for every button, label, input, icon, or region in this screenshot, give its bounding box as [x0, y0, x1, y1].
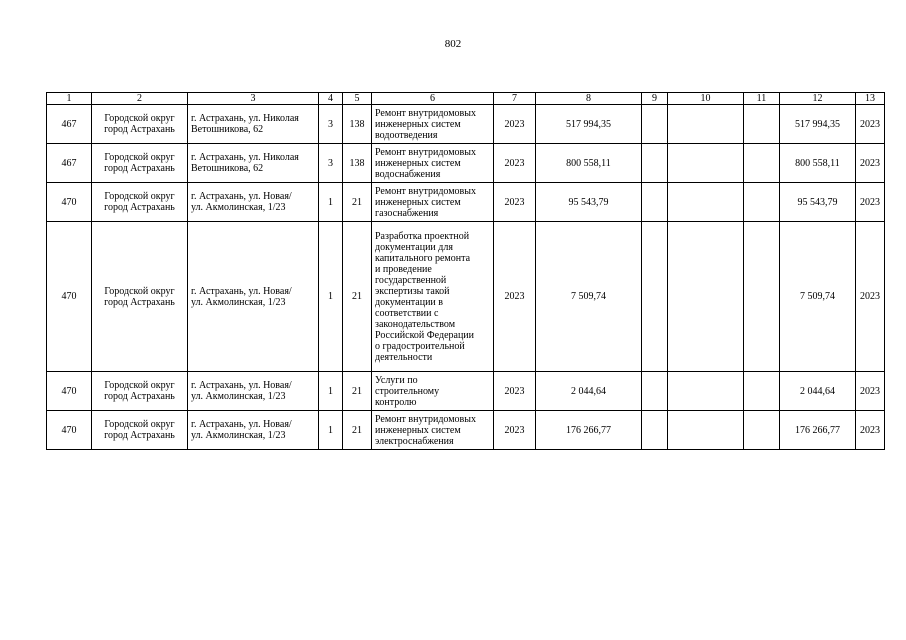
cell-total: 176 266,77 [780, 411, 856, 450]
cell-year: 2023 [494, 144, 536, 183]
column-header: 8 [536, 93, 642, 105]
column-header: 6 [372, 93, 494, 105]
cell-municipality [92, 144, 188, 183]
cell-col11 [744, 372, 780, 411]
cell-year-end: 2023 [856, 183, 885, 222]
cell-work-type [372, 144, 494, 183]
cell-year: 2023 [494, 222, 536, 372]
column-header: 3 [188, 93, 319, 105]
cell-cost: 517 994,35 [536, 105, 642, 144]
column-header: 2 [92, 93, 188, 105]
cell-cost: 176 266,77 [536, 411, 642, 450]
table-body [47, 93, 885, 450]
work-type-line: инженерных систем [375, 196, 461, 208]
cell-col10 [668, 411, 744, 450]
work-type-line: деятельности [375, 351, 433, 363]
work-type-line: экспертизы такой [375, 285, 450, 297]
work-type-line: Ремонт внутридомовых [375, 185, 477, 197]
cell-year-end: 2023 [856, 144, 885, 183]
cell-col9 [642, 372, 668, 411]
cell-address [188, 372, 319, 411]
cell-work-type [372, 411, 494, 450]
column-header: 5 [343, 93, 372, 105]
cell-address-line: ул. Акмолинская, 1/23 [191, 391, 286, 402]
cell-municipality [92, 411, 188, 450]
cell-municipality-line: Городской округ [104, 113, 175, 124]
cell-municipality [92, 183, 188, 222]
cell-col10 [668, 183, 744, 222]
cell-year-end: 2023 [856, 105, 885, 144]
cell-year: 2023 [494, 183, 536, 222]
work-type-line: Ремонт внутридомовых [375, 146, 477, 158]
cell-col9 [642, 183, 668, 222]
work-type-line: строительному [375, 385, 440, 397]
cell-year-end: 2023 [856, 222, 885, 372]
cell-col5: 21 [343, 183, 372, 222]
cell-total: 2 044,64 [780, 372, 856, 411]
table-row [47, 105, 885, 144]
work-type-line: инженерных систем [375, 424, 461, 436]
cell-municipality-line: Городской округ [104, 419, 175, 430]
cell-col10 [668, 144, 744, 183]
cell-col11 [744, 144, 780, 183]
work-type-line: государственной [375, 274, 447, 286]
work-type-line: инженерных систем [375, 157, 461, 169]
cell-col10 [668, 105, 744, 144]
work-type-line: контролю [375, 396, 417, 408]
cell-col5: 21 [343, 411, 372, 450]
cell-address [188, 183, 319, 222]
column-header: 11 [744, 93, 780, 105]
cell-municipality-line: город Астрахань [104, 430, 175, 441]
work-type-line: Ремонт внутридомовых [375, 107, 477, 119]
table-row [47, 183, 885, 222]
cell-total: 517 994,35 [780, 105, 856, 144]
work-type-line: законодательством [375, 318, 456, 330]
cell-number: 467 [47, 105, 92, 144]
cell-number: 467 [47, 144, 92, 183]
cell-address-line: ул. Акмолинская, 1/23 [191, 296, 286, 308]
work-type-line: Услуги по [375, 374, 418, 386]
cell-address-line: г. Астрахань, ул. Новая/ [191, 419, 292, 430]
cell-col5: 138 [343, 105, 372, 144]
cell-work-type [372, 105, 494, 144]
cell-municipality [92, 222, 188, 372]
cell-col4: 3 [319, 144, 343, 183]
column-header: 9 [642, 93, 668, 105]
cell-col11 [744, 222, 780, 372]
cell-col9 [642, 105, 668, 144]
cell-address-line: Ветошникова, 62 [191, 124, 264, 135]
cell-year-end: 2023 [856, 411, 885, 450]
cell-work-type [372, 183, 494, 222]
cell-address [188, 105, 319, 144]
cell-col5: 21 [343, 222, 372, 372]
work-type-line: газоснабжения [375, 207, 439, 219]
page-number: 802 [444, 38, 462, 50]
column-header: 13 [856, 93, 885, 105]
cell-municipality [92, 105, 188, 144]
cell-total: 95 543,79 [780, 183, 856, 222]
cell-year-end: 2023 [856, 372, 885, 411]
work-type-line: документации в [375, 296, 443, 308]
cell-col9 [642, 144, 668, 183]
cell-number: 470 [47, 372, 92, 411]
cell-municipality-line: Городской округ [104, 285, 175, 297]
cell-address-line: г. Астрахань, ул. Новая/ [191, 380, 292, 391]
cell-col11 [744, 411, 780, 450]
cell-col9 [642, 222, 668, 372]
cell-work-type [372, 372, 494, 411]
work-type-line: инженерных систем [375, 118, 461, 130]
cell-col4: 1 [319, 372, 343, 411]
cell-col11 [744, 105, 780, 144]
work-type-line: Ремонт внутридомовых [375, 413, 477, 425]
column-number-row [47, 93, 885, 105]
cell-municipality [92, 372, 188, 411]
cell-municipality-line: город Астрахань [104, 124, 175, 135]
work-type-line: и проведение [375, 263, 432, 275]
cell-number: 470 [47, 222, 92, 372]
cell-municipality-line: Городской округ [104, 152, 175, 163]
work-type-line: Разработка проектной [375, 230, 470, 242]
cell-municipality-line: Городской округ [104, 380, 175, 391]
cell-col9 [642, 411, 668, 450]
table-row [47, 411, 885, 450]
cell-cost: 7 509,74 [536, 222, 642, 372]
cell-address-line: г. Астрахань, ул. Николая [191, 113, 299, 124]
cell-col4: 1 [319, 222, 343, 372]
cell-col10 [668, 222, 744, 372]
work-type-line: электроснабжения [375, 435, 454, 447]
column-header: 12 [780, 93, 856, 105]
cell-address-line: ул. Акмолинская, 1/23 [191, 202, 286, 213]
cell-address [188, 144, 319, 183]
repair-schedule-table [46, 92, 885, 450]
column-header: 7 [494, 93, 536, 105]
cell-municipality-line: город Астрахань [104, 391, 175, 402]
cell-number: 470 [47, 183, 92, 222]
work-type-line: документации для [375, 241, 453, 253]
column-header: 4 [319, 93, 343, 105]
cell-cost: 2 044,64 [536, 372, 642, 411]
column-header: 1 [47, 93, 92, 105]
cell-address-line: Ветошникова, 62 [191, 163, 264, 174]
cell-total: 800 558,11 [780, 144, 856, 183]
cell-address-line: г. Астрахань, ул. Николая [191, 152, 299, 163]
cell-col4: 1 [319, 411, 343, 450]
cell-col4: 3 [319, 105, 343, 144]
cell-col10 [668, 372, 744, 411]
work-type-line: капитального ремонта [375, 252, 471, 264]
cell-year: 2023 [494, 105, 536, 144]
cell-col5: 21 [343, 372, 372, 411]
cell-municipality-line: Городской округ [104, 191, 175, 202]
work-type-line: Российской Федерации [375, 329, 475, 341]
cell-col5: 138 [343, 144, 372, 183]
column-header: 10 [668, 93, 744, 105]
cell-municipality-line: город Астрахань [104, 202, 175, 213]
work-type-line: о градостроительной [375, 340, 465, 352]
cell-cost: 95 543,79 [536, 183, 642, 222]
cell-cost: 800 558,11 [536, 144, 642, 183]
cell-address-line: г. Астрахань, ул. Новая/ [191, 285, 292, 297]
table-row [47, 144, 885, 183]
cell-year: 2023 [494, 372, 536, 411]
cell-municipality-line: город Астрахань [104, 163, 175, 174]
cell-municipality-line: город Астрахань [104, 296, 175, 308]
cell-work-type [372, 222, 494, 372]
cell-address [188, 222, 319, 372]
cell-number: 470 [47, 411, 92, 450]
cell-address-line: ул. Акмолинская, 1/23 [191, 430, 286, 441]
table-row [47, 222, 885, 372]
cell-address [188, 411, 319, 450]
work-type-line: водоотведения [375, 129, 438, 141]
work-type-line: соответствии с [375, 307, 439, 319]
table-row [47, 372, 885, 411]
cell-year: 2023 [494, 411, 536, 450]
cell-total: 7 509,74 [780, 222, 856, 372]
work-type-line: водоснабжения [375, 168, 441, 180]
cell-col11 [744, 183, 780, 222]
cell-col4: 1 [319, 183, 343, 222]
cell-address-line: г. Астрахань, ул. Новая/ [191, 191, 292, 202]
